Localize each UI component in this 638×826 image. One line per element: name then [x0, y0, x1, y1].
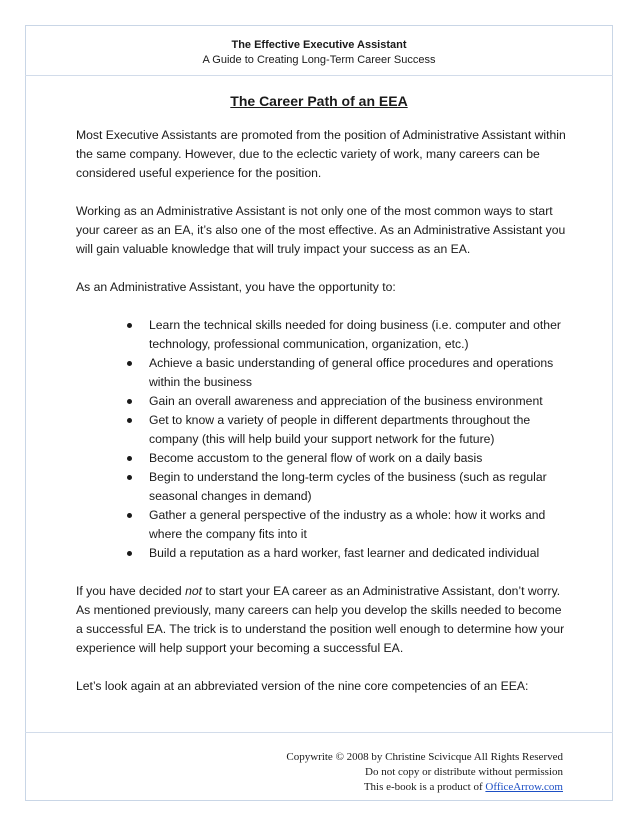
list-item: Begin to understand the long-term cycles of the business (such as regular seasonal changes in demand): [149, 468, 566, 506]
section-heading: The Career Path of an EEA: [230, 93, 408, 109]
list-item: Gain an overall awareness and appreciation of the business environment: [149, 392, 566, 411]
product-line: This e-book is a product of OfficeArrow.com: [363, 781, 563, 793]
bullet-icon: [127, 361, 132, 366]
bullet-icon: [127, 323, 132, 328]
copyright-line: Copywrite © 2008 by Christine Scivicque All Rights Reserved: [286, 751, 563, 763]
bullet-icon: [127, 456, 132, 461]
bullet-icon: [127, 399, 132, 404]
paragraph-1: Most Executive Assistants are promoted from the position of Administrative Assistant within the same company. However, due to the eclectic variety of work, many careers can be considered useful experience for the position.: [76, 128, 566, 180]
list-item: Become accustom to the general flow of work on a daily basis: [149, 449, 566, 468]
bullet-icon: [127, 551, 132, 556]
officearrow-link[interactable]: OfficeArrow.com: [485, 781, 563, 793]
list-item: Get to know a variety of people in different departments throughout the company (this will help build your support network for the future): [149, 411, 566, 449]
list-item: Gather a general perspective of the industry as a whole: how it works and where the company fits into it: [149, 506, 566, 544]
page-footer: [286, 750, 563, 795]
list-item: Achieve a basic understanding of general office procedures and operations within the business: [149, 354, 566, 392]
page-header: [25, 38, 613, 68]
paragraph-5: Let’s look again at an abbreviated version of the nine core competencies of an EEA:: [76, 679, 529, 693]
header-title: The Effective Executive Assistant: [231, 39, 407, 51]
paragraph-4: If you have decided not to start your EA career as an Administrative Assistant, don’t worry. As mentioned previously, many careers can help you develop the skills needed to become a successful EA. The trick is to understand the position well enough to determine how your experience will help support your becoming a successful EA.: [76, 584, 565, 655]
list-item: Learn the technical skills needed for doing business (i.e. computer and other technology, professional communication, organization, etc.): [149, 316, 566, 354]
bullet-icon: [127, 513, 132, 518]
document-body: [76, 126, 566, 715]
permission-line: Do not copy or distribute without permission: [365, 766, 563, 778]
header-divider: [25, 75, 613, 76]
bullet-icon: [127, 418, 132, 423]
footer-divider: [25, 732, 613, 733]
list-item: Build a reputation as a hard worker, fast learner and dedicated individual: [149, 544, 566, 563]
paragraph-2: Working as an Administrative Assistant is not only one of the most common ways to start your career as an EA, it’s also one of the most effective. As an Administrative Assistant you will gain valuable knowledge that will truly impact your success as an EA.: [76, 204, 566, 256]
bullet-icon: [127, 475, 132, 480]
emphasis-not: not: [185, 584, 203, 598]
header-subtitle: A Guide to Creating Long-Term Career Success: [202, 54, 436, 66]
paragraph-3: As an Administrative Assistant, you have the opportunity to:: [76, 280, 396, 294]
opportunities-list: [76, 316, 566, 563]
